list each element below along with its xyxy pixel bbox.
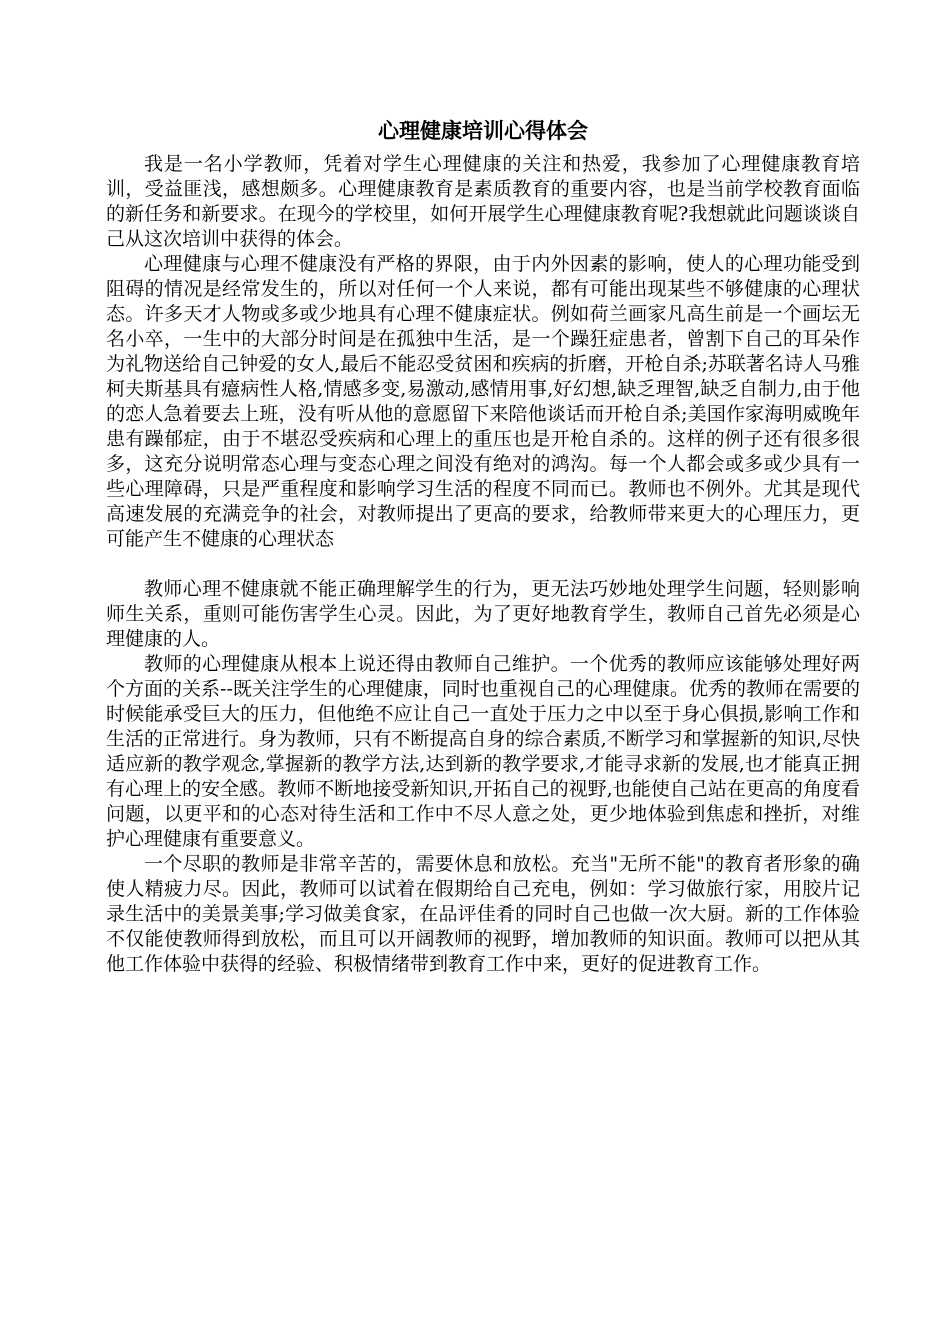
document-title: 心理健康培训心得体会 — [378, 118, 588, 143]
paragraph-mental-health-boundary: 心理健康与心理不健康没有严格的界限，由于内外因素的影响，使人的心理功能受到阻碍的情况是经常发生的，所以对任何一个人来说，都有可能出现某些不够健康的心理状态。许多天才人物或多或少地具有心理不健康症状。例如荷兰画家凡高生前是一个画坛无名小卒，一生中的大部分时间是在孤独中生活，是一个躁狂症患者，曾割下自己的耳朵作为礼物送给自己钟爱的女人,最后不能忍受贫困和疾病的折磨，开枪自杀;苏联著名诗人马雅柯夫斯基具有癔病性人格,情感多变,易激动,感情用事,好幻想,缺乏理智,缺乏自制力,由于他的恋人急着要去上班，没有听从他的意愿留下来陪他谈话而开枪自杀;美国作家海明威晚年患有躁郁症，由于不堪忍受疾病和心理上的重压也是开枪自杀的。这样的例子还有很多很多，这充分说明常态心理与变态心理之间没有绝对的鸿沟。每一个人都会或多或少具有一些心理障碍，只是严重程度和影响学习生活的程度不同而已。教师也不例外。尤其是现代高速发展的充满竞争的社会，对教师提出了更高的要求，给教师带来更大的心理压力，更可能产生不健康的心理状态 — [106, 253, 860, 550]
paragraph-spacer — [106, 552, 860, 577]
paragraph-self-maintenance: 教师的心理健康从根本上说还得由教师自己维护。一个优秀的教师应该能够处理好两个方面的关系--既关注学生的心理健康，同时也重视自己的心理健康。优秀的教师在需要的时候能承受巨大的压力，但他绝不应让自己一直处于压力之中以至于身心俱损,影响工作和生活的正常进行。身为教师，只有不断提高自身的综合素质,不断学习和掌握新的知识,尽快适应新的教学观念,掌握新的教学方法,达到新的教学要求,才能寻求新的发展,也才能真正拥有心理上的安全感。教师不断地接受新知识,开拓自己的视野,也能使自己站在更高的角度看问题，以更平和的心态对待生活和工作中不尽人意之处，更少地体验到焦虑和挫折，对维护心理健康有重要意义。 — [106, 653, 860, 850]
paragraph-teacher-impact: 教师心理不健康就不能正确理解学生的行为，更无法巧妙地处理学生问题，轻则影响师生关系，重则可能伤害学生心灵。因此，为了更好地教育学生，教师自己首先必须是心理健康的人。 — [106, 578, 860, 650]
paragraph-rest-relaxation: 一个尽职的教师是非常辛苦的，需要休息和放松。充当"无所不能"的教育者形象的确使人精疲力尽。因此，教师可以试着在假期给自己充电，例如：学习做旅行家，用胶片记录生活中的美景美事;学习做美食家，在品评佳肴的同时自己也做一次大厨。新的工作体验不仅能使教师得到放松，而且可以开阔教师的视野，增加教师的知识面。教师可以把从其他工作体验中获得的经验、积极情绪带到教育工作中来，更好的促进教育工作。 — [106, 853, 860, 975]
paragraph-intro: 我是一名小学教师，凭着对学生心理健康的关注和热爱，我参加了心理健康教育培训，受益匪浅，感想颇多。心理健康教育是素质教育的重要内容，也是当前学校教育面临的新任务和新要求。在现今的学校里，如何开展学生心理健康教育呢?我想就此问题谈谈自己从这次培训中获得的体会。 — [106, 153, 860, 250]
document-page — [106, 114, 860, 977]
